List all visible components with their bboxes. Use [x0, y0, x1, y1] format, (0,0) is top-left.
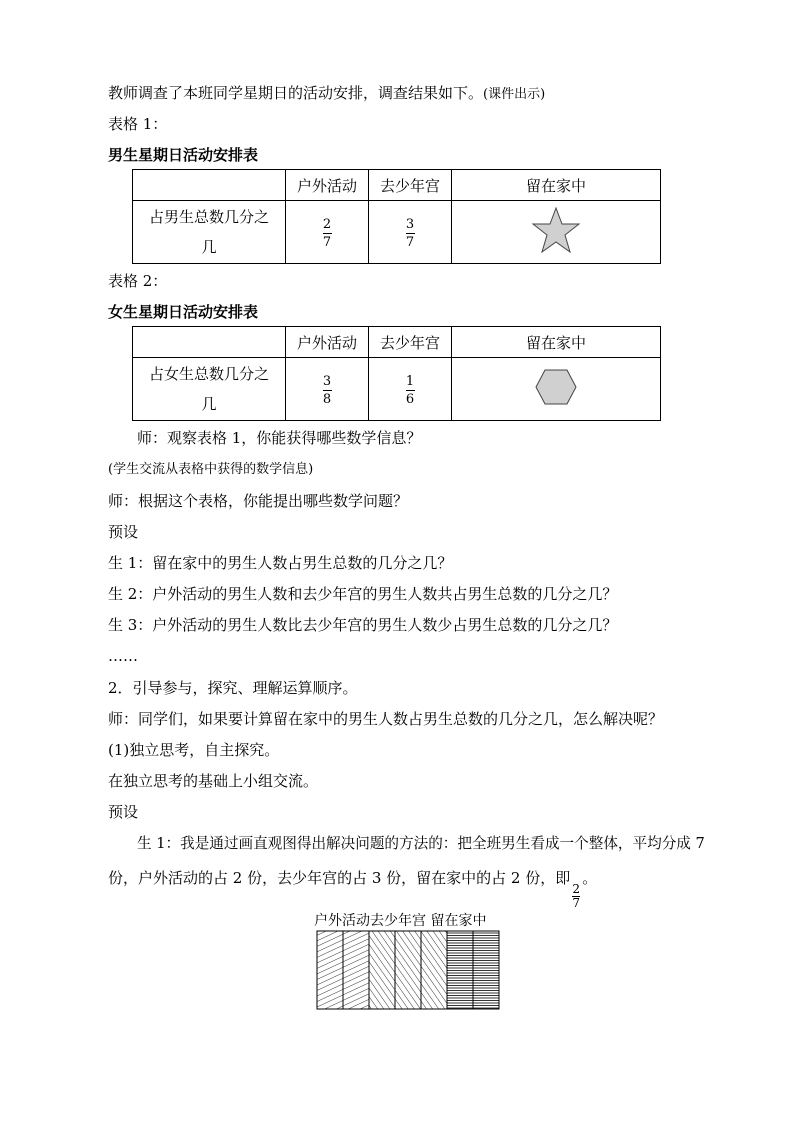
student3-question: 生 3：户外活动的男生人数比去少年宫的男生人数少占男生总数的几分之几？ — [108, 616, 618, 634]
fraction-denominator: 8 — [322, 392, 332, 407]
section2-heading: 2．引导参与，探究、理解运算顺序。 — [108, 679, 358, 697]
group-exchange: 在独立思考的基础上小组交流。 — [108, 772, 319, 790]
ellipsis-line: …… — [108, 647, 138, 665]
table1-row-label-line2: 几 — [201, 238, 217, 256]
palace-segment — [421, 931, 447, 1009]
table1-row-label-line1: 占男生总数几分之 — [148, 208, 269, 226]
fraction-numerator: 2 — [572, 882, 581, 896]
home-segment — [447, 931, 473, 1009]
boys-activity-table — [132, 169, 661, 264]
student2-question: 生 2：户外活动的男生人数和去少年宫的男生人数共占男生总数的几分之几？ — [108, 585, 618, 603]
fraction-bar — [406, 390, 415, 391]
fraction-bar — [406, 233, 415, 234]
table1-row-label — [133, 201, 286, 264]
teacher-solve-question: 师：同学们，如果要计算留在家中的男生人数占男生总数的几分之几，怎么解决呢？ — [108, 710, 664, 728]
fraction-bar-diagram — [316, 930, 500, 1010]
student-exchange-note: (学生交流从表格中获得的数学信息) — [108, 462, 314, 477]
table1-header-home: 留在家中 — [452, 170, 661, 201]
table1-home-cell — [452, 201, 661, 264]
answer-fraction — [572, 883, 580, 910]
intro-text: 教师调查了本班同学星期日的活动安排，调查结果如下。 — [108, 84, 484, 102]
table1-title: 男生星期日活动安排表 — [108, 146, 259, 164]
preset-label: 预设 — [108, 523, 139, 541]
fraction-denominator: 7 — [572, 896, 581, 910]
diagram-segments — [317, 931, 499, 1009]
table2-palace-fraction — [369, 358, 452, 421]
table2-header-palace: 去少年宫 — [369, 327, 452, 358]
table1-label: 表格 1： — [108, 115, 168, 133]
girls-activity-table — [132, 326, 661, 421]
student1-answer-line2 — [108, 868, 597, 910]
fraction-numerator: 1 — [405, 374, 415, 389]
table1-header-outdoor: 户外活动 — [286, 170, 369, 201]
outdoor-segment — [343, 931, 369, 1009]
table1-palace-fraction — [369, 201, 452, 264]
palace-segment — [369, 931, 395, 1009]
table1-outdoor-fraction — [286, 201, 369, 264]
table2-header-home: 留在家中 — [452, 327, 661, 358]
outdoor-segment — [317, 931, 343, 1009]
teacher-observe-line: 师：观察表格 1，你能获得哪些数学信息？ — [137, 429, 422, 447]
table1-header-blank — [133, 170, 286, 201]
teacher-question-line: 师：根据这个表格，你能提出哪些数学问题？ — [108, 492, 409, 510]
fraction-bar — [323, 233, 332, 234]
fraction-denominator: 6 — [405, 392, 415, 407]
table2-label: 表格 2： — [108, 272, 168, 290]
table2-title: 女生星期日活动安排表 — [108, 303, 259, 321]
answer-text: 份，户外活动的占 2 份，去少年宫的占 3 份，留在家中的占 2 份，即 — [108, 869, 571, 887]
table2-row-label-line2: 几 — [201, 395, 217, 413]
student1-question: 生 1：留在家中的男生人数占男生总数的几分之几？ — [108, 554, 453, 572]
fraction-numerator: 3 — [322, 374, 332, 389]
intro-note: (课件出示) — [483, 87, 546, 102]
table2-header-blank — [133, 327, 286, 358]
table2-row-label-line1: 占女生总数几分之 — [148, 365, 269, 383]
fraction-numerator: 3 — [405, 217, 415, 232]
fraction-bar — [323, 390, 332, 391]
preset-label-2: 预设 — [108, 803, 139, 821]
fraction-numerator: 2 — [322, 217, 332, 232]
table2-outdoor-fraction — [286, 358, 369, 421]
fraction-denominator: 7 — [322, 235, 332, 250]
diagram-label: 户外活动去少年宫 留在家中 — [314, 913, 487, 929]
table2-row-label — [133, 358, 286, 421]
fraction-denominator: 7 — [405, 235, 415, 250]
intro-line — [108, 83, 545, 105]
star-icon — [531, 206, 581, 254]
table2-home-cell — [452, 358, 661, 421]
home-segment — [473, 931, 499, 1009]
hexagon-icon — [534, 368, 578, 406]
table1-header-palace: 去少年宫 — [369, 170, 452, 201]
table2-header-outdoor: 户外活动 — [286, 327, 369, 358]
answer-period: 。 — [582, 869, 598, 887]
palace-segment — [395, 931, 421, 1009]
student1-answer-line1: 生 1：我是通过画直观图得出解决问题的方法的：把全班男生看成一个整体，平均分成 7 — [137, 835, 705, 852]
independent-thinking: (1)独立思考，自主探究。 — [108, 741, 280, 759]
